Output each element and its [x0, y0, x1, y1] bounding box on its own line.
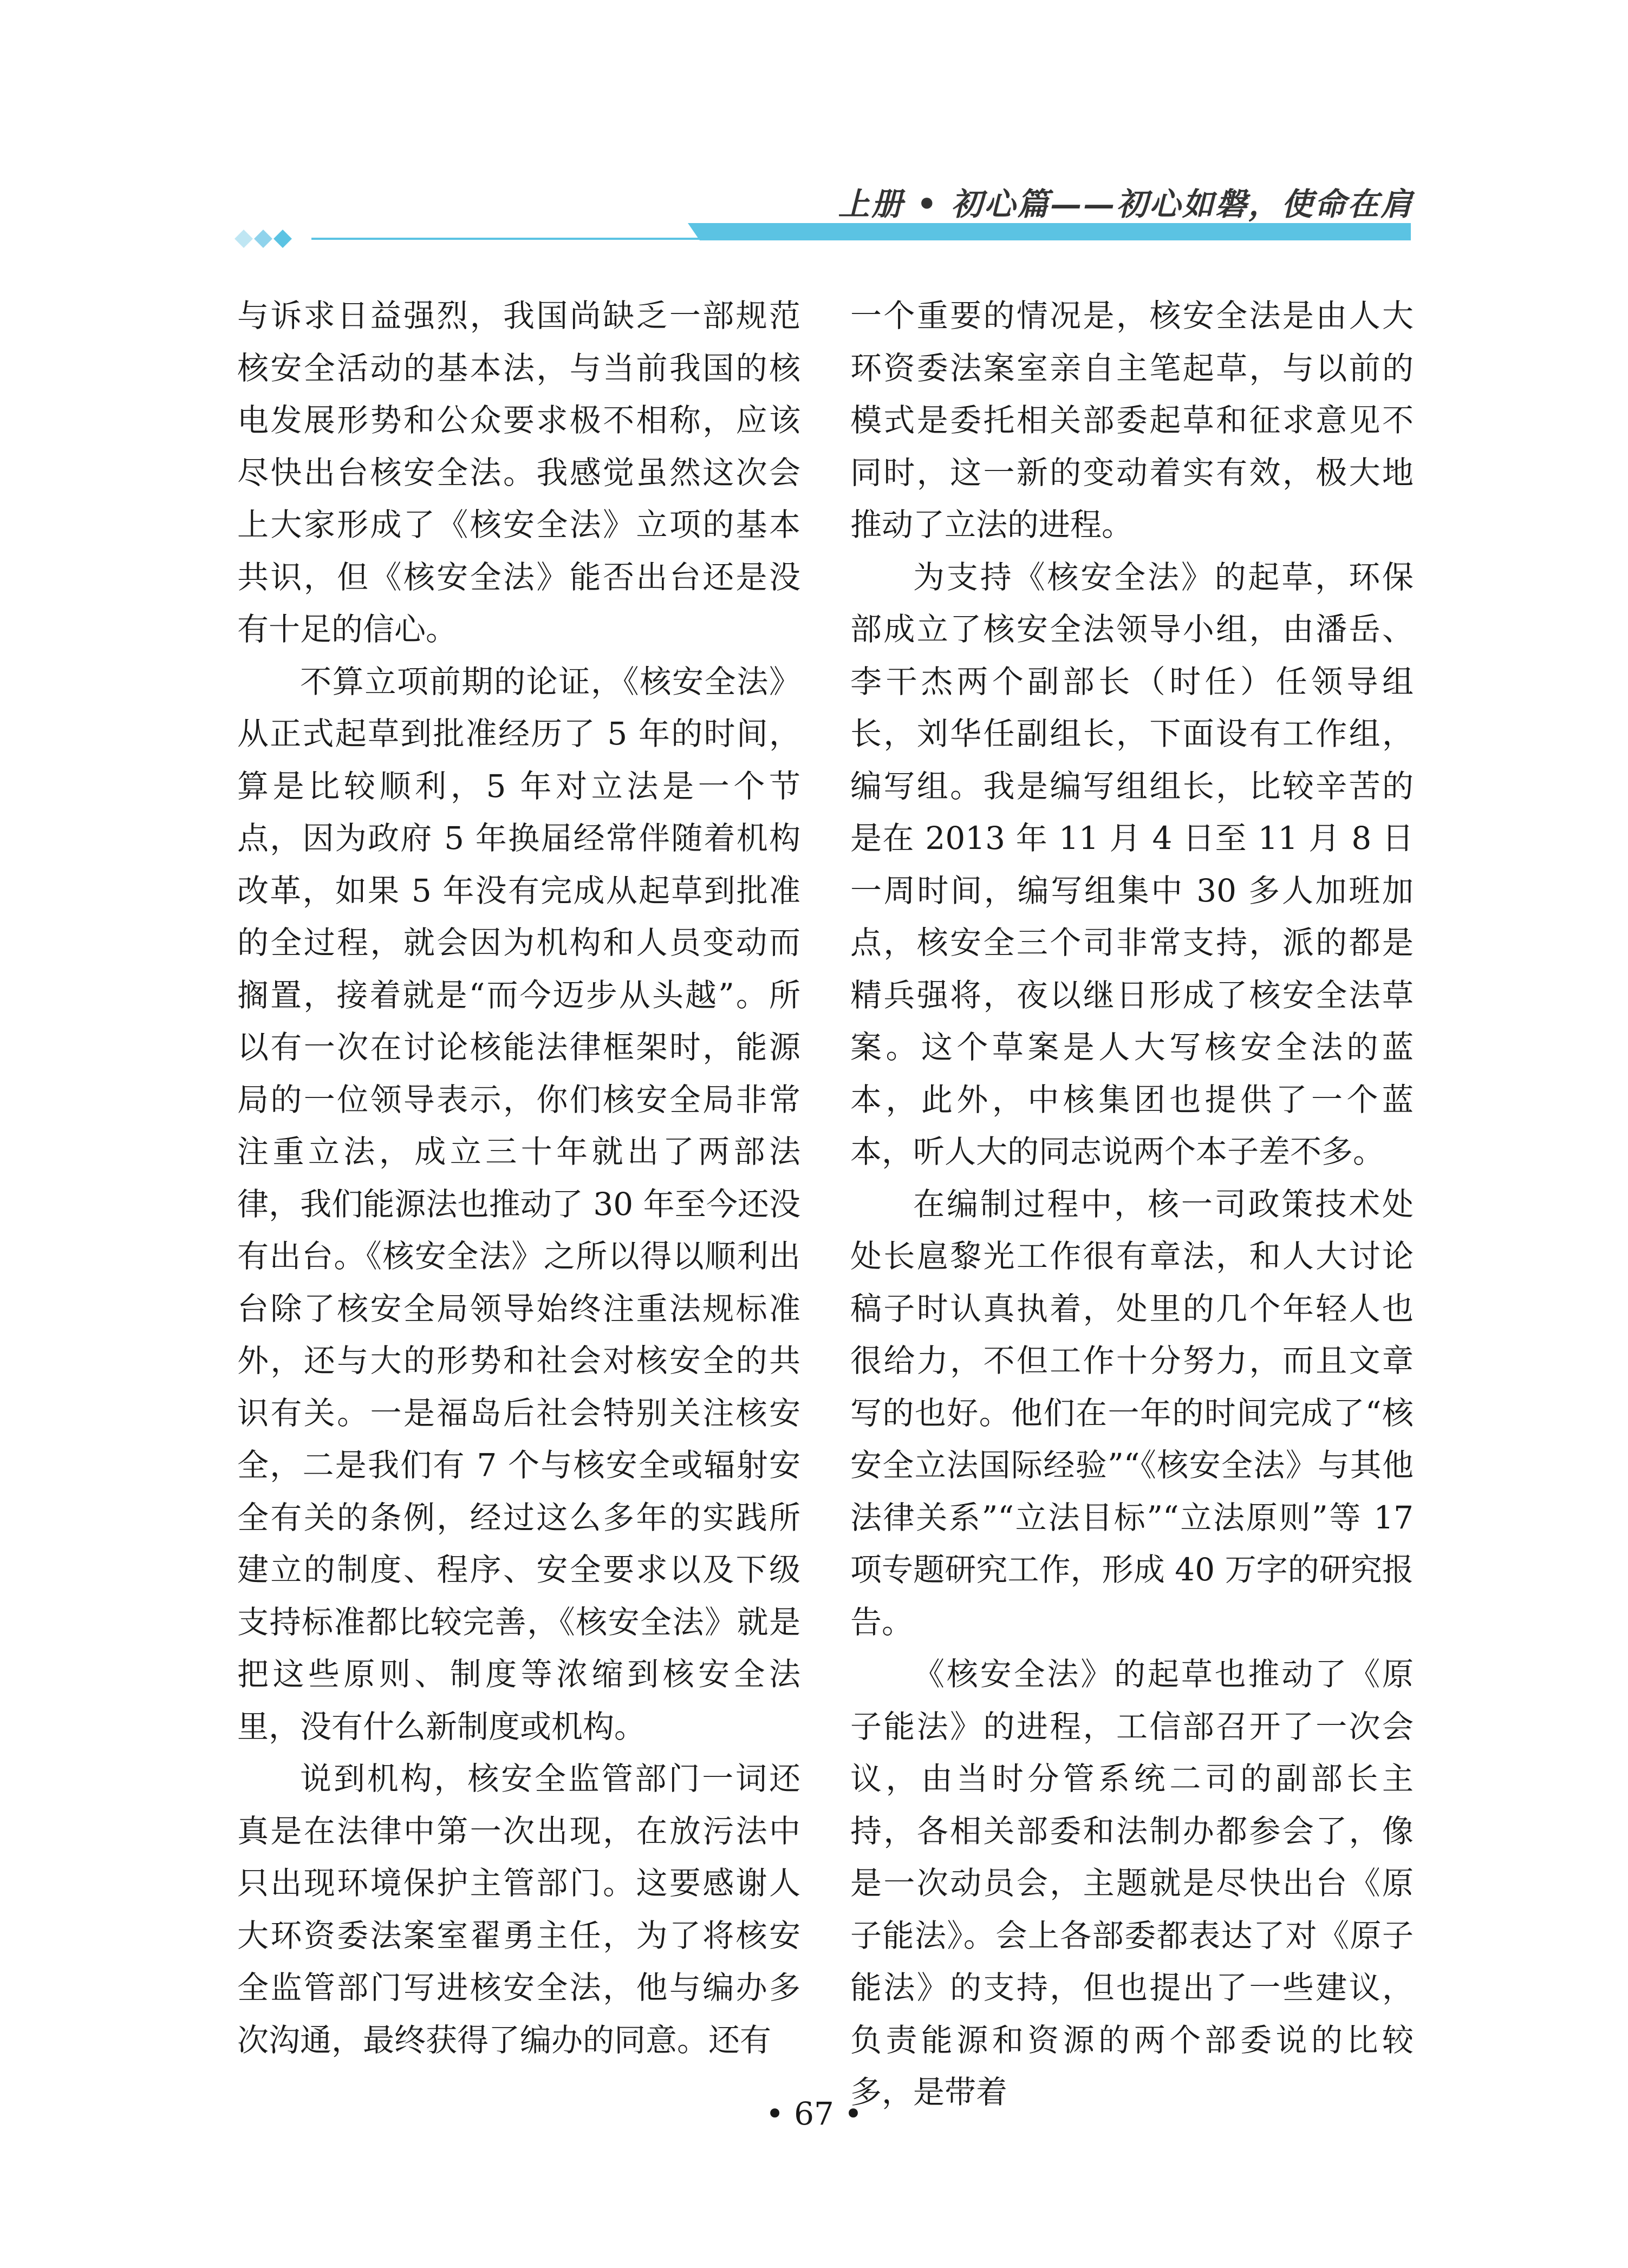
left-text-column: [237, 290, 800, 2076]
diamond-icon: [254, 230, 272, 248]
header-accent-bar: [688, 223, 1411, 240]
right-text-column: [850, 290, 1414, 2110]
page-number: • 67 •: [765, 2095, 863, 2132]
body-paragraph: 说到机构，核安全监管部门一词还真是在法律中第一次出现，在放污法中只出现环境保护主管部门。这要感谢人大环资委法案室翟勇主任，为了将核安全监管部门写进核安全法，他与编办多次沟通，最终获得了编办的同意。还有: [237, 1760, 800, 2058]
body-paragraph: 《核安全法》的起草也推动了《原子能法》的进程，工信部召开了一次会议，由当时分管系统二司的副部长主持，各相关部委和法制办都参会了，像是一次动员会，主题就是尽快出台《原子能法》。会上各部委都表达了对《原子能法》的支持，但也提出了一些建议，负责能源和资源的两个部委说的比较多，是带着: [850, 1656, 1414, 2110]
body-paragraph: 与诉求日益强烈，我国尚缺乏一部规范核安全活动的基本法，与当前我国的核电发展形势和公众要求极不相称，应该尽快出台核安全法。我感觉虽然这次会上大家形成了《核安全法》立项的基本共识，但《核安全法》能否出台还是没有十足的信心。: [237, 297, 800, 648]
diamond-icon: [235, 230, 253, 248]
body-paragraph: 在编制过程中，核一司政策技术处处长扈黎光工作很有章法，和人大讨论稿子时认真执着，处里的几个年轻人也很给力，不但工作十分努力，而且文章写的也好。他们在一年的时间完成了“核安全立法国际经验”“《核安全法》与其他法律关系”“立法目标”“立法原则”等 17 项专题研究工作，形成 40 万字的研究报告。: [850, 1185, 1414, 1640]
header-diamond-ornament: [237, 228, 289, 250]
body-paragraph: 一个重要的情况是，核安全法是由人大环资委法案室亲自主笔起草，与以前的模式是委托相关部委起草和征求意见不同时，这一新的变动着实有效，极大地推动了立法的进程。: [850, 297, 1414, 543]
body-paragraph: 不算立项前期的论证，《核安全法》从正式起草到批准经历了 5 年的时间，算是比较顺利，5 年对立法是一个节点，因为政府 5 年换届经常伴随着机构改革，如果 5 年没有完成从起草到批准的全过程，就会因为机构和人员变动而搁置，接着就是“而今迈步从头越”。所以有一次在讨论核能法律框架时，能源局的一位领导表示，你们核安全局非常注重立法，成立三十年就出了两部法律，我们能源法也推动了 30 年至今还没有出台。《核安全法》之所以得以顺利出台除了核安全局领导始终注重法规标准外，还与大的形势和社会对核安全的共识有关。一是福岛后社会特别关注核安全，二是我们有 7 个与核安全或辐射安全有关的条例，经过这么多年的实践所建立的制度、程序、安全要求以及下级支持标准都比较完善，《核安全法》就是把这些原则、制度等浓缩到核安全法里，没有什么新制度或机构。: [237, 663, 800, 1745]
body-paragraph: 为支持《核安全法》的起草，环保部成立了核安全法领导小组，由潘岳、李干杰两个副部长（时任）任领导组长，刘华任副组长，下面设有工作组，编写组。我是编写组组长，比较辛苦的是在 2013 年 11 月 4 日至 11 月 8 日一周时间，编写组集中 30 多人加班加点，核安全三个司非常支持，派的都是精兵强将，夜以继日形成了核安全法草案。这个草案是人大写核安全法的蓝本，此外，中核集团也提供了一个蓝本，听人大的同志说两个本子差不多。: [850, 558, 1414, 1170]
running-header-title: 上册 • 初心篇——初心如磐，使命在肩: [838, 186, 1414, 223]
diamond-icon: [273, 230, 292, 248]
